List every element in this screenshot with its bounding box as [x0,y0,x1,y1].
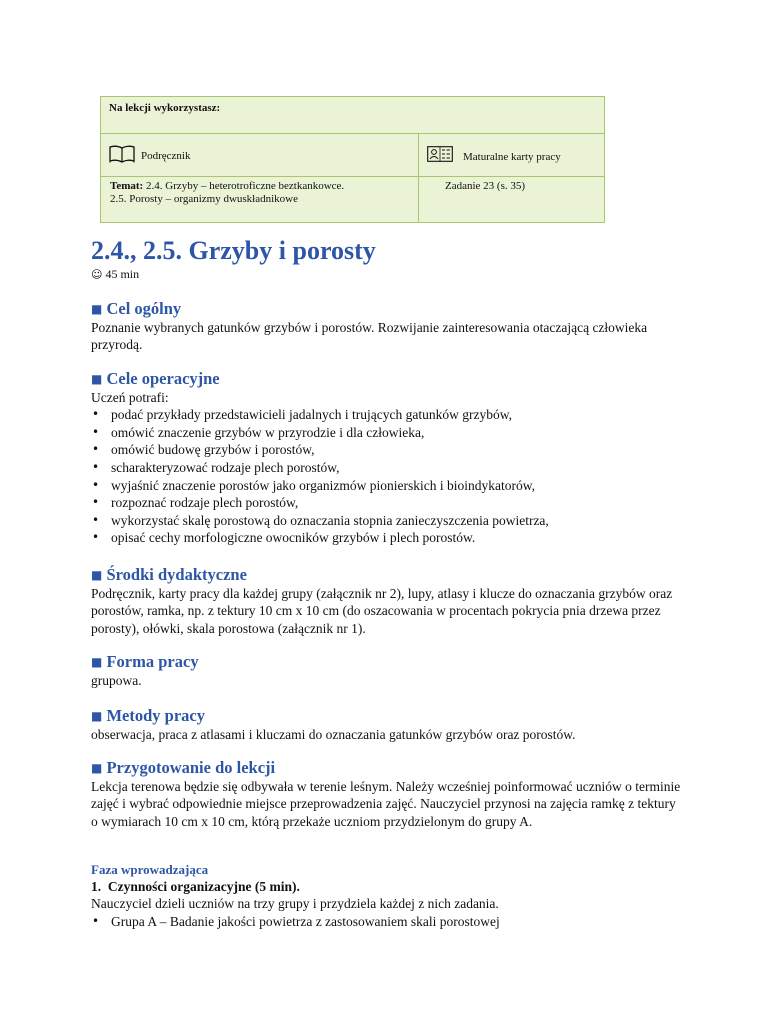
textbook-label: Podręcznik [141,149,191,162]
task-label: Zadanie 23 (s. 35) [445,180,526,192]
worksheet-icon [427,146,453,165]
resources-header: Na lekcji wykorzystasz: [101,97,605,134]
list-item: • opisać cechy morfologiczne owocników grzybów i plech porostów. [91,529,681,547]
square-bullet-icon: ■ [91,709,103,723]
section-text: grupowa. [91,673,142,688]
square-bullet-icon: ■ [91,655,103,669]
cards-cell[interactable] [419,134,605,177]
resources-table [100,96,605,223]
duration-value: 45 min [105,267,140,281]
section-heading: ■ Środki dydaktyczne [91,565,247,584]
section-forma [91,652,681,689]
section-przygotowanie [91,758,681,830]
section-text: Poznanie wybranych gatunków grzybów i porostów. Rozwijanie zainteresowania otaczającą człowieka przyrodą. [91,320,648,353]
section-text: obserwacja, praca z atlasami i kluczami do oznaczania gatunków grzybów oraz porostów. [91,727,576,742]
step-heading: 1. Czynności organizacyjne (5 min). [91,879,300,894]
list-item: • Grupa A – Badanie jakości powietrza z zastosowaniem skali porostowej [91,913,681,931]
list-item: • podać przykłady przedstawicieli jadalnych i trujących gatunków grzybów, [91,406,681,424]
cards-label: Maturalne karty pracy [463,150,561,163]
section-text: Lekcja terenowa będzie się odbywała w terenie leśnym. Należy wcześniej poinformować uczniów o terminie zajęć i wybrać odpowiednie miejsce przeprowadzenia zajęć. Nauczyciel przynosi na zajęcia ramkę z tektury o wymiarach 10 cm x 10 cm, którą przekaże uczniom przydzielonym do grupy A. [91,779,681,829]
section-text: Podręcznik, karty pracy dla każdej grupy (załącznik nr 2), lupy, atlasy i klucze do oznaczania grzybów oraz porostów, ramka, np. z tektury 10 cm x 10 cm (do oszacowania w procentach pokrycia pnia drzewa przez porosty), ołówki, skala porostowa (załącznik nr 1). [91,586,673,636]
groups-list [91,913,681,931]
section-heading: ■ Metody pracy [91,706,205,725]
square-bullet-icon: ■ [91,568,103,582]
section-heading: ■ Cel ogólny [91,299,182,318]
square-bullet-icon: ■ [91,372,103,386]
textbook-cell[interactable] [101,134,419,177]
section-heading: ■ Cele operacyjne [91,369,220,388]
square-bullet-icon: ■ [91,761,103,775]
book-icon [109,145,135,166]
topic-line1: 2.4. Grzyby – heterotroficzne beztkankowce. [143,180,345,192]
list-item: • omówić znaczenie grzybów w przyrodzie i dla człowieka, [91,424,681,442]
section-faza [91,862,681,930]
topic-prefix: Temat: [110,180,144,192]
section-text: Nauczyciel dzieli uczniów na trzy grupy i przydziela każdej z nich zadania. [91,896,499,912]
section-intro: Uczeń potrafi: [91,390,169,405]
list-item: • wykorzystać skalę porostową do oznaczania stopnia zanieczyszczenia powietrza, [91,512,681,530]
objectives-list [91,406,681,547]
page-title: 2.4., 2.5. Grzyby i porosty [91,236,376,265]
section-cel-ogolny [91,299,681,354]
section-heading: ■ Przygotowanie do lekcji [91,758,276,777]
list-item: • rozpoznać rodzaje plech porostów, [91,494,681,512]
duration [91,267,139,282]
list-item: • wyjaśnić znaczenie porostów jako organizmów pionierskich i bioindykatorów, [91,477,681,495]
phase-heading: Faza wprowadzająca [91,862,209,877]
section-metody [91,706,681,743]
section-cele-operacyjne [91,369,681,547]
square-bullet-icon: ■ [91,302,103,316]
list-item: • omówić budowę grzybów i porostów, [91,441,681,459]
topic-line2: 2.5. Porosty – organizmy dwuskładnikowe [110,193,299,205]
task-cell [419,177,605,223]
list-item: • scharakteryzować rodzaje plech porostów, [91,459,681,477]
clock-icon: ☺ [91,268,103,281]
section-srodki [91,565,681,637]
section-heading: ■ Forma pracy [91,652,199,671]
topic-cell [101,177,419,223]
